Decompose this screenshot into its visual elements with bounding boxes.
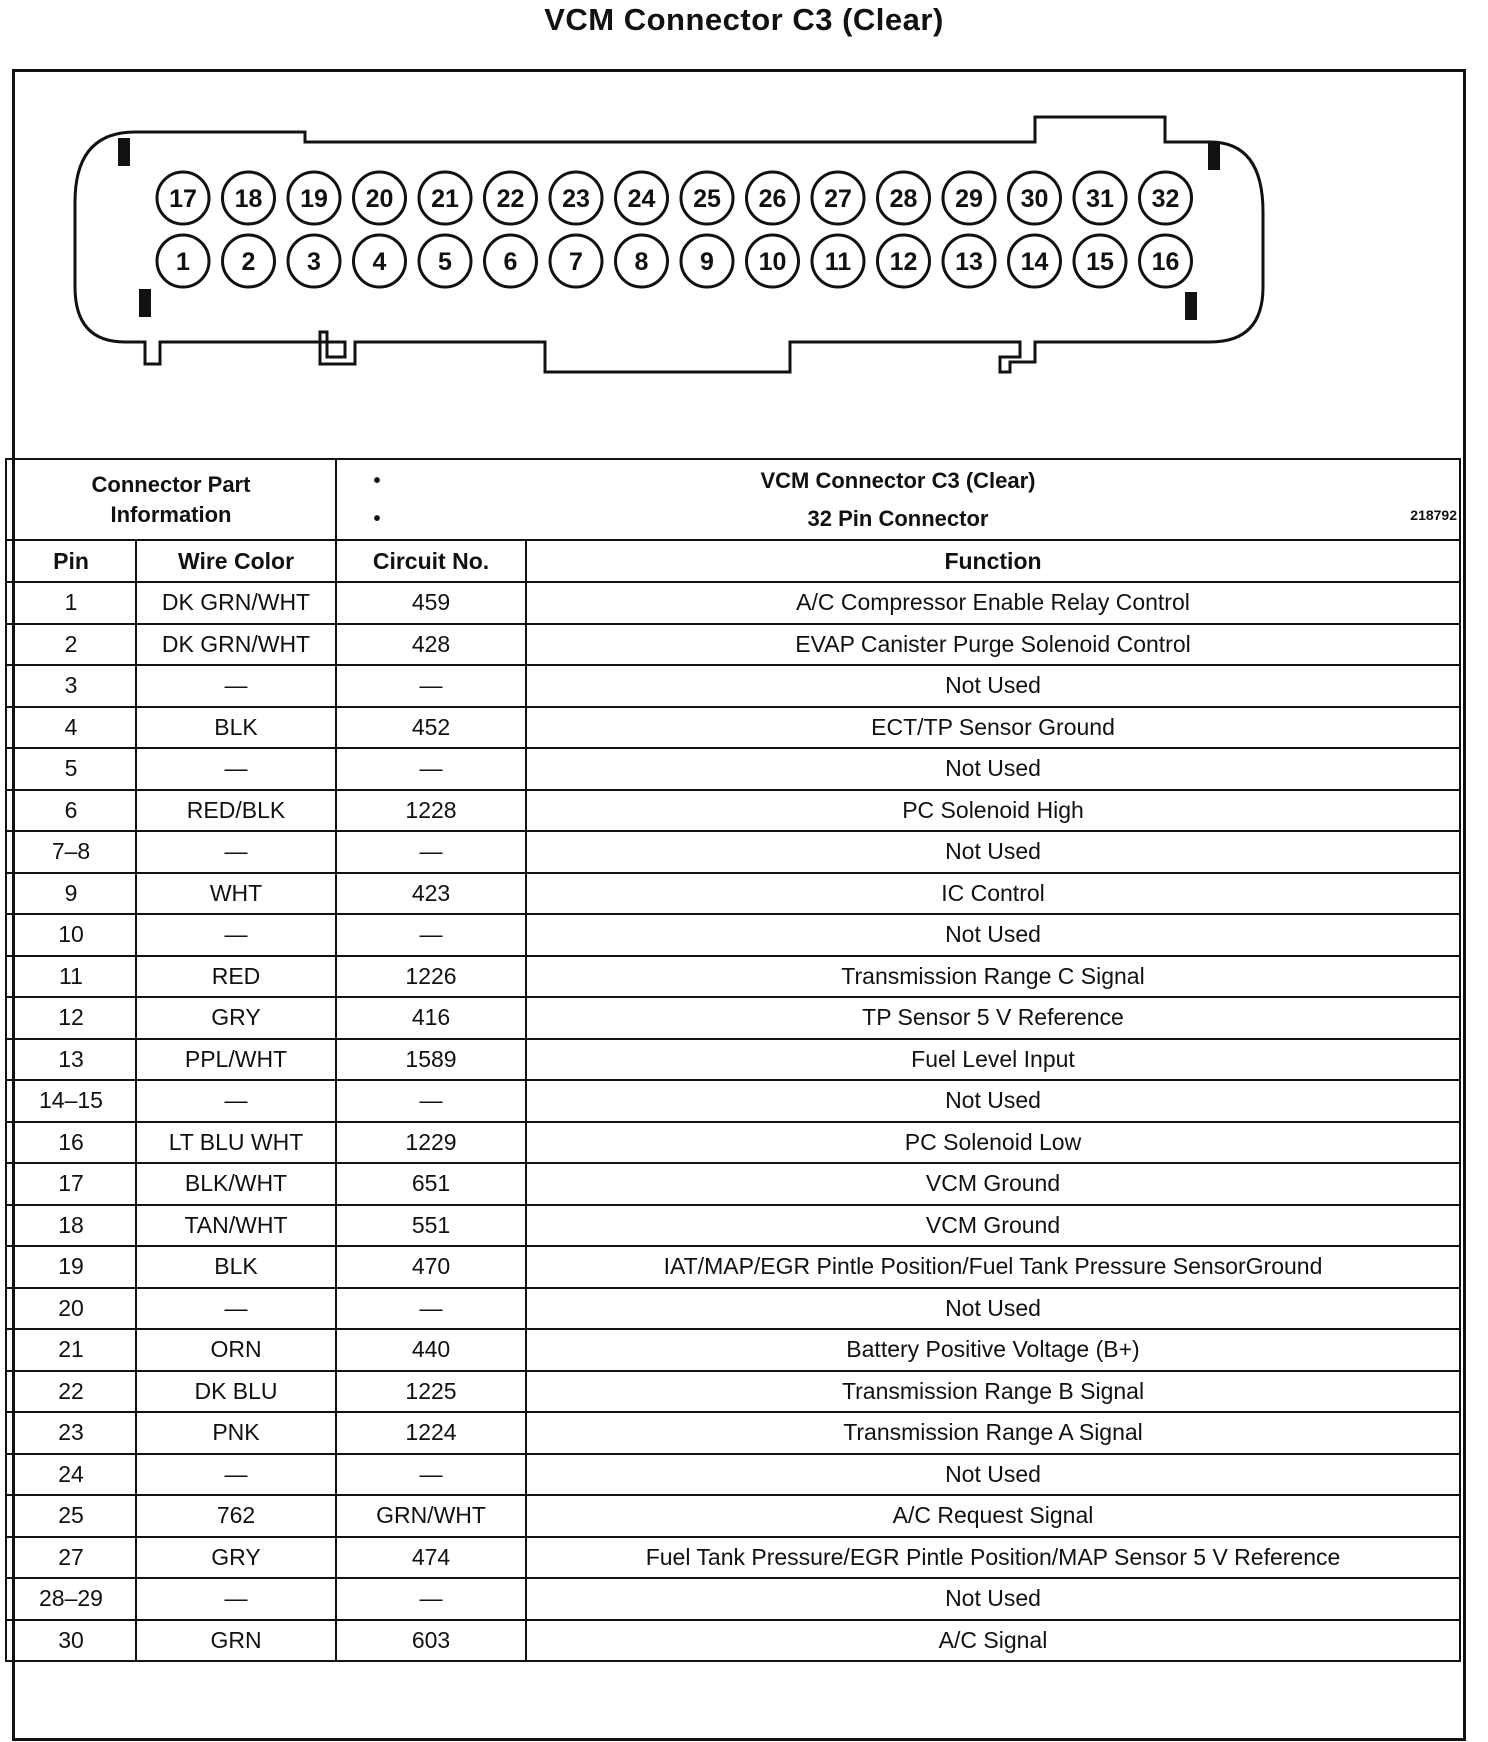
- cell-pin: 11: [6, 956, 136, 998]
- pin-number: 24: [627, 185, 656, 213]
- cell-function: IC Control: [526, 873, 1460, 915]
- cell-function: ECT/TP Sensor Ground: [526, 707, 1460, 749]
- connector-pin: [223, 235, 275, 287]
- cell-function: Not Used: [526, 665, 1460, 707]
- connector-pin: [616, 172, 668, 224]
- cell-pin: 3: [6, 665, 136, 707]
- cell-pin: 6: [6, 790, 136, 832]
- cell-circuit: 423: [336, 873, 526, 915]
- connector-pin: [288, 235, 340, 287]
- cell-circuit: 1224: [336, 1412, 526, 1454]
- table-row: [6, 1537, 1460, 1579]
- pin-number: 4: [372, 248, 387, 276]
- col-header-function: Function: [526, 540, 1460, 582]
- cell-function: A/C Compressor Enable Relay Control: [526, 582, 1460, 624]
- cell-circuit: —: [336, 1288, 526, 1330]
- pin-number: 9: [700, 248, 714, 276]
- cell-pin: 18: [6, 1205, 136, 1247]
- cell-pin: 28–29: [6, 1578, 136, 1620]
- table-row: [6, 707, 1460, 749]
- table-header-row: [6, 540, 1460, 582]
- connector-pin: [288, 172, 340, 224]
- cell-pin: 10: [6, 914, 136, 956]
- cell-pin: 2: [6, 624, 136, 666]
- pin-number: 25: [693, 185, 721, 213]
- cell-pin: 12: [6, 997, 136, 1039]
- cell-circuit: —: [336, 665, 526, 707]
- cell-function: Not Used: [526, 914, 1460, 956]
- table-row: [6, 956, 1460, 998]
- cell-wire-color: PNK: [136, 1412, 336, 1454]
- table-row: [6, 1412, 1460, 1454]
- table-row: [6, 1288, 1460, 1330]
- connector-pin: [943, 235, 995, 287]
- cell-function: Transmission Range C Signal: [526, 956, 1460, 998]
- cell-circuit: 470: [336, 1246, 526, 1288]
- table-row: [6, 624, 1460, 666]
- cell-circuit: 551: [336, 1205, 526, 1247]
- col-header-circuit: Circuit No.: [336, 540, 526, 582]
- table-row: [6, 1205, 1460, 1247]
- connector-pin: [354, 172, 406, 224]
- table-row: [6, 997, 1460, 1039]
- cell-circuit: 651: [336, 1163, 526, 1205]
- cell-function: EVAP Canister Purge Solenoid Control: [526, 624, 1460, 666]
- cell-function: PC Solenoid High: [526, 790, 1460, 832]
- cell-pin: 24: [6, 1454, 136, 1496]
- cell-pin: 23: [6, 1412, 136, 1454]
- connector-pin: [354, 235, 406, 287]
- cell-pin: 1: [6, 582, 136, 624]
- cell-pin: 19: [6, 1246, 136, 1288]
- pin-row-top: [157, 172, 1192, 224]
- cell-wire-color: DK GRN/WHT: [136, 624, 336, 666]
- connector-pin: [878, 172, 930, 224]
- connector-pin: [485, 172, 537, 224]
- latch-mark: [118, 138, 130, 166]
- cell-circuit: 1228: [336, 790, 526, 832]
- cell-circuit: GRN/WHT: [336, 1495, 526, 1537]
- pin-number: 2: [241, 248, 256, 276]
- cell-circuit: 1229: [336, 1122, 526, 1164]
- connector-pin: [747, 235, 799, 287]
- cell-pin: 20: [6, 1288, 136, 1330]
- cell-wire-color: LT BLU WHT: [136, 1122, 336, 1164]
- cell-circuit: 1226: [336, 956, 526, 998]
- connector-pin: [812, 172, 864, 224]
- table-row: [6, 1620, 1460, 1662]
- pin-number: 21: [431, 185, 459, 213]
- pin-number: 14: [1020, 248, 1049, 276]
- pin-number: 26: [758, 185, 787, 213]
- cell-pin: 16: [6, 1122, 136, 1164]
- cell-wire-color: RED: [136, 956, 336, 998]
- connector-pin: [681, 172, 733, 224]
- cell-circuit: —: [336, 1454, 526, 1496]
- cell-function: Not Used: [526, 1578, 1460, 1620]
- bullet-column: [337, 462, 417, 538]
- cell-wire-color: GRY: [136, 997, 336, 1039]
- cell-pin: 5: [6, 748, 136, 790]
- pin-number: 32: [1151, 185, 1180, 213]
- cell-wire-color: BLK/WHT: [136, 1163, 336, 1205]
- cell-circuit: 1589: [336, 1039, 526, 1081]
- cell-circuit: 459: [336, 582, 526, 624]
- cell-circuit: —: [336, 914, 526, 956]
- connector-info-label: [6, 459, 336, 540]
- cell-function: Not Used: [526, 1288, 1460, 1330]
- cell-circuit: 452: [336, 707, 526, 749]
- connector-pin: [157, 172, 209, 224]
- cell-wire-color: PPL/WHT: [136, 1039, 336, 1081]
- pin-number: 17: [169, 185, 197, 213]
- cell-circuit: 474: [336, 1537, 526, 1579]
- cell-function: Transmission Range A Signal: [526, 1412, 1460, 1454]
- bullet-2: •: [373, 507, 381, 530]
- cell-pin: 4: [6, 707, 136, 749]
- connector-pin: [681, 235, 733, 287]
- cell-circuit: 416: [336, 997, 526, 1039]
- table-row: [6, 1246, 1460, 1288]
- cell-wire-color: DK GRN/WHT: [136, 582, 336, 624]
- table-row: [6, 1371, 1460, 1413]
- cell-wire-color: —: [136, 914, 336, 956]
- pin-number: 1: [176, 248, 190, 276]
- pin-number: 16: [1151, 248, 1180, 276]
- table-row: [6, 914, 1460, 956]
- pin-number: 13: [955, 248, 983, 276]
- table-row: [6, 1578, 1460, 1620]
- connector-info-row: [6, 459, 1460, 540]
- pin-number: 18: [234, 185, 263, 213]
- cell-wire-color: 762: [136, 1495, 336, 1537]
- cell-circuit: 603: [336, 1620, 526, 1662]
- connector-info-label-text: Connector Part Information: [91, 471, 251, 527]
- pin-row-bottom: [157, 235, 1192, 287]
- cell-pin: 25: [6, 1495, 136, 1537]
- connector-pin: [878, 235, 930, 287]
- connector-pin: [1009, 235, 1061, 287]
- pin-number: 28: [889, 185, 918, 213]
- cell-function: Not Used: [526, 831, 1460, 873]
- table-row: [6, 831, 1460, 873]
- cell-wire-color: —: [136, 748, 336, 790]
- table-body: [6, 582, 1460, 1661]
- cell-function: Fuel Level Input: [526, 1039, 1460, 1081]
- pin-number: 10: [758, 248, 787, 276]
- cell-wire-color: TAN/WHT: [136, 1205, 336, 1247]
- info-item-1: VCM Connector C3 (Clear): [760, 467, 1036, 493]
- table-row: [6, 790, 1460, 832]
- cell-circuit: 440: [336, 1329, 526, 1371]
- cell-wire-color: —: [136, 1288, 336, 1330]
- cell-wire-color: GRN: [136, 1620, 336, 1662]
- connector-pin: [943, 172, 995, 224]
- cell-wire-color: —: [136, 665, 336, 707]
- connector-pin: [485, 235, 537, 287]
- cell-circuit: —: [336, 748, 526, 790]
- cell-function: Not Used: [526, 1454, 1460, 1496]
- table-row: [6, 1454, 1460, 1496]
- cell-function: A/C Signal: [526, 1620, 1460, 1662]
- connector-pin: [1140, 235, 1192, 287]
- table-row: [6, 1080, 1460, 1122]
- pin-number: 7: [569, 248, 583, 276]
- cell-wire-color: WHT: [136, 873, 336, 915]
- pin-number: 29: [955, 185, 983, 213]
- cell-function: VCM Ground: [526, 1163, 1460, 1205]
- cell-wire-color: —: [136, 1454, 336, 1496]
- cell-pin: 27: [6, 1537, 136, 1579]
- latch-mark: [1185, 292, 1197, 320]
- pin-number: 5: [438, 248, 452, 276]
- cell-wire-color: RED/BLK: [136, 790, 336, 832]
- cell-circuit: —: [336, 1578, 526, 1620]
- connector-pin: [223, 172, 275, 224]
- cell-pin: 9: [6, 873, 136, 915]
- cell-function: Not Used: [526, 1080, 1460, 1122]
- cell-wire-color: BLK: [136, 1246, 336, 1288]
- pin-number: 12: [889, 248, 918, 276]
- pin-number: 11: [824, 248, 852, 276]
- pin-number: 20: [365, 185, 394, 213]
- col-header-pin: Pin: [6, 540, 136, 582]
- cell-function: Not Used: [526, 748, 1460, 790]
- table-row: [6, 1163, 1460, 1205]
- page-title: VCM Connector C3 (Clear): [544, 2, 944, 37]
- pin-number: 31: [1086, 185, 1114, 213]
- pin-number: 3: [307, 248, 321, 276]
- table-row: [6, 873, 1460, 915]
- cell-wire-color: —: [136, 831, 336, 873]
- pin-number: 6: [503, 248, 518, 276]
- cell-pin: 22: [6, 1371, 136, 1413]
- figure-id: 218792: [1410, 507, 1457, 523]
- cell-wire-color: ORN: [136, 1329, 336, 1371]
- connector-pin: [812, 235, 864, 287]
- bullet-1: •: [373, 469, 381, 492]
- table-row: [6, 665, 1460, 707]
- cell-wire-color: GRY: [136, 1537, 336, 1579]
- cell-pin: 30: [6, 1620, 136, 1662]
- table-row: [6, 1329, 1460, 1371]
- cell-function: Fuel Tank Pressure/EGR Pintle Position/MAP Sensor 5 V Reference: [526, 1537, 1460, 1579]
- cell-circuit: 1225: [336, 1371, 526, 1413]
- pinout-table: [5, 458, 1461, 1662]
- col-header-wire-color: Wire Color: [136, 540, 336, 582]
- pin-number: 27: [824, 185, 852, 213]
- cell-function: VCM Ground: [526, 1205, 1460, 1247]
- cell-pin: 7–8: [6, 831, 136, 873]
- latch-mark: [139, 289, 151, 317]
- pin-number: 30: [1020, 185, 1049, 213]
- connector-pin: [157, 235, 209, 287]
- cell-function: Battery Positive Voltage (B+): [526, 1329, 1460, 1371]
- pin-number: 23: [562, 185, 590, 213]
- connector-pin: [1140, 172, 1192, 224]
- connector-pin: [419, 172, 471, 224]
- cell-pin: 21: [6, 1329, 136, 1371]
- connector-pin: [747, 172, 799, 224]
- connector-pin: [616, 235, 668, 287]
- cell-wire-color: BLK: [136, 707, 336, 749]
- cell-circuit: 428: [336, 624, 526, 666]
- cell-wire-color: —: [136, 1080, 336, 1122]
- cell-function: Transmission Range B Signal: [526, 1371, 1460, 1413]
- table-row: [6, 1495, 1460, 1537]
- pin-number: 8: [634, 248, 649, 276]
- table-row: [6, 582, 1460, 624]
- table-row: [6, 1122, 1460, 1164]
- cell-pin: 17: [6, 1163, 136, 1205]
- cell-circuit: —: [336, 1080, 526, 1122]
- pin-number: 22: [496, 185, 525, 213]
- connector-info-values: [336, 459, 1460, 540]
- table-row: [6, 1039, 1460, 1081]
- connector-pin: [419, 235, 471, 287]
- connector-pin: [550, 235, 602, 287]
- cell-function: A/C Request Signal: [526, 1495, 1460, 1537]
- table-row: [6, 748, 1460, 790]
- connector-pin: [1074, 235, 1126, 287]
- cell-function: TP Sensor 5 V Reference: [526, 997, 1460, 1039]
- cell-circuit: —: [336, 831, 526, 873]
- cell-pin: 13: [6, 1039, 136, 1081]
- cell-pin: 14–15: [6, 1080, 136, 1122]
- cell-wire-color: —: [136, 1578, 336, 1620]
- info-item-2: 32 Pin Connector: [807, 505, 989, 531]
- cell-wire-color: DK BLU: [136, 1371, 336, 1413]
- latch-mark: [1208, 142, 1220, 170]
- connector-pin: [550, 172, 602, 224]
- pin-number: 15: [1086, 248, 1114, 276]
- connector-pin: [1009, 172, 1061, 224]
- connector-pin: [1074, 172, 1126, 224]
- pin-number: 19: [300, 185, 328, 213]
- cell-function: IAT/MAP/EGR Pintle Position/Fuel Tank Pressure SensorGround: [526, 1246, 1460, 1288]
- cell-function: PC Solenoid Low: [526, 1122, 1460, 1164]
